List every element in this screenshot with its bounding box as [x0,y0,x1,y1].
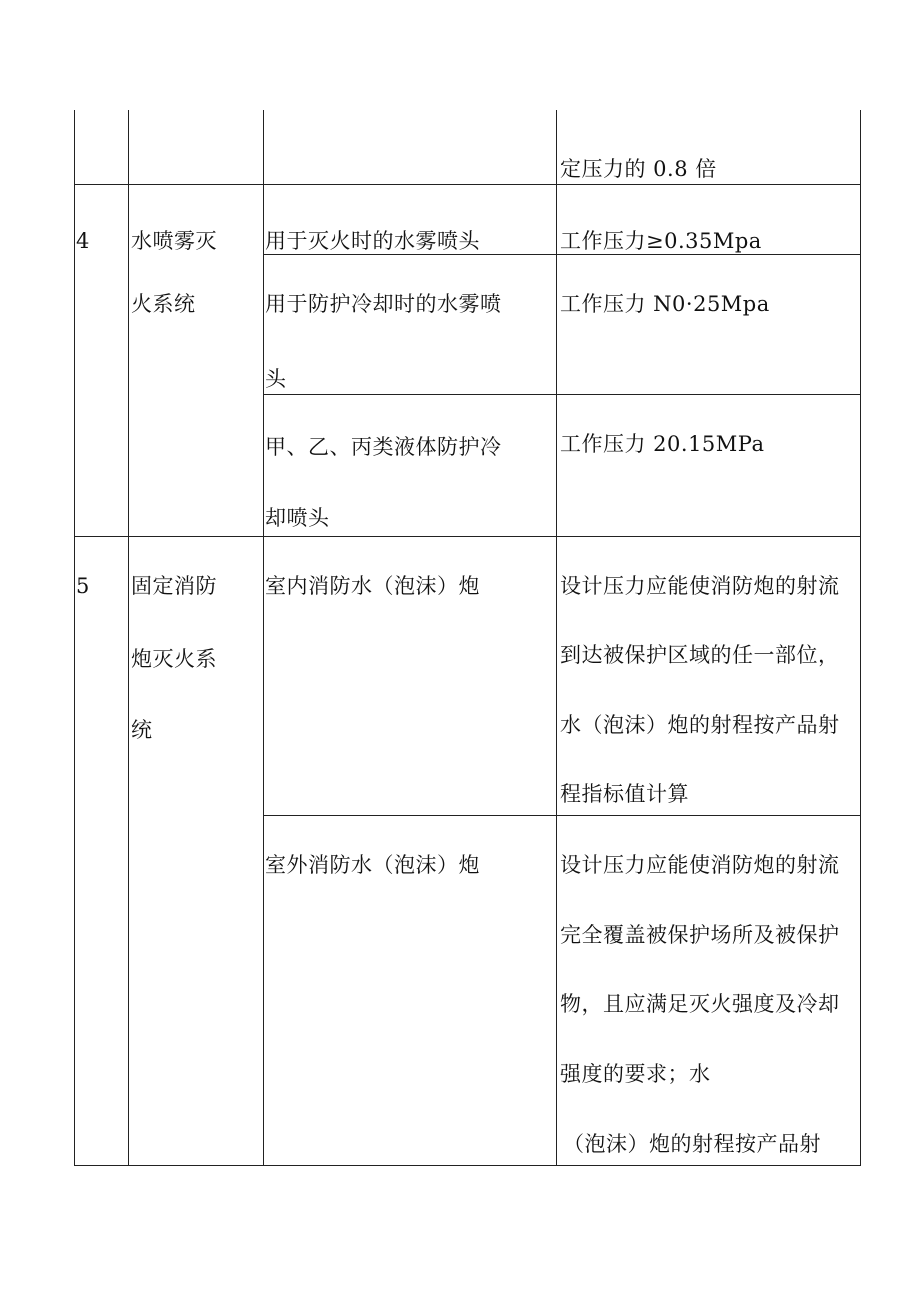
table-border-left [74,110,75,1166]
row5-number: 5 [76,574,90,598]
row5-item2-req-line4: 强度的要求；水 [560,1062,711,1086]
row5-item2-req-line3: 物，且应满足灭火强度及冷却 [560,992,840,1016]
row4-item1-name: 用于灭火时的水雾喷头 [265,229,480,253]
table-column-divider [556,110,557,1166]
row4-system-line1: 水喷雾灭 [131,229,217,253]
row5-item2-name: 室外消防水（泡沫）炮 [265,853,480,877]
row5-item2-req-line5: （泡沫）炮的射程按产品射 [563,1132,821,1156]
row4-item2-name-line1: 用于防护冷却时的水雾喷 [265,292,502,316]
row5-item2-req-line2: 完全覆盖被保护场所及被保护 [560,923,840,947]
row4-item3-name-line1: 甲、乙、丙类液体防护冷 [265,435,502,459]
row5-item1-req-line2: 到达被保护区域的任一部位， [560,643,840,667]
row5-item1-req-line4: 程指标值计算 [560,782,689,806]
table-row-divider [74,536,861,537]
table-row-divider [263,254,861,255]
row5-item1-name: 室内消防水（泡沫）炮 [265,574,480,598]
table-row-divider [263,394,861,395]
row5-item1-req-line3: 水（泡沫）炮的射程按产品射 [560,713,840,737]
table-border-right [860,110,861,1166]
row4-item2-requirement: 工作压力 N0·25Mpa [560,292,770,316]
row4-number: 4 [76,229,90,253]
table-column-divider [128,110,129,1166]
table-row-divider [74,184,861,185]
table-column-divider [263,110,264,1166]
row4-item3-name-line2: 却喷头 [265,506,330,530]
table-border-bottom [74,1165,861,1166]
row5-item1-req-line1: 设计压力应能使消防炮的射流 [560,574,840,598]
row4-item1-requirement: 工作压力≥0.35Mpa [560,229,762,253]
table-row-divider [263,815,861,816]
row5-system-line2: 炮灭火系 [131,647,217,671]
row4-system-line2: 火系统 [131,292,196,316]
row4-item3-requirement: 工作压力 20.15MPa [560,432,765,456]
row5-item2-req-line1: 设计压力应能使消防炮的射流 [560,853,840,877]
row-top-requirement: 定压力的 0.8 倍 [560,157,717,181]
row5-system-line3: 统 [131,718,153,742]
row4-item2-name-line2: 头 [265,367,287,391]
row5-system-line1: 固定消防 [131,574,217,598]
